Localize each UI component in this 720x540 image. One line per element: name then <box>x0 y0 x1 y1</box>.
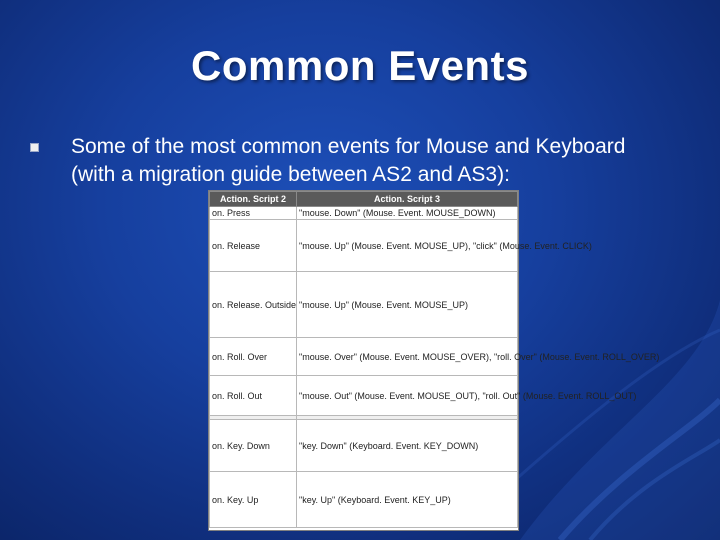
events-table <box>209 191 660 528</box>
cell-as3: "mouse. Up" (Mouse. Event. MOUSE_UP), "click" (Mouse. Event. CLICK) <box>297 220 518 272</box>
cell-as3: "mouse. Over" (Mouse. Event. MOUSE_OVER), "roll. Over" (Mouse. Event. ROLL_OVER) <box>297 338 518 376</box>
table-row <box>210 376 518 416</box>
cell-as2: on. Key. Up <box>210 472 297 528</box>
table-row <box>210 220 518 272</box>
bullet-text-line-1: Some of the most common events for Mouse and Keyboard <box>71 135 626 158</box>
bullet-text-line-2: (with a migration guide between AS2 and AS3): <box>71 163 510 186</box>
cell-as2: on. Key. Down <box>210 420 297 472</box>
table-row <box>210 420 518 472</box>
table-header-row <box>210 192 518 207</box>
table-row <box>210 207 518 220</box>
cell-as2: on. Release. Outside <box>210 272 297 338</box>
bullet-text <box>71 133 711 189</box>
table-row <box>210 472 518 528</box>
cell-as2: on. Release <box>210 220 297 272</box>
cell-as3: "mouse. Up" (Mouse. Event. MOUSE_UP) <box>297 272 518 338</box>
header-as3: Action. Script 3 <box>297 192 518 207</box>
header-as2: Action. Script 2 <box>210 192 297 207</box>
cell-as2: on. Roll. Over <box>210 338 297 376</box>
cell-as3: "mouse. Out" (Mouse. Event. MOUSE_OUT), "roll. Out" (Mouse. Event. ROLL_OUT) <box>297 376 518 416</box>
slide-title: Common Events <box>191 42 529 89</box>
cell-as3: "key. Down" (Keyboard. Event. KEY_DOWN) <box>297 420 518 472</box>
cell-as2: on. Press <box>210 207 297 220</box>
bullet-square-icon <box>30 143 39 152</box>
table-row <box>210 338 518 376</box>
table-row <box>210 272 518 338</box>
cell-as3: "mouse. Down" (Mouse. Event. MOUSE_DOWN) <box>297 207 518 220</box>
cell-as2: on. Roll. Out <box>210 376 297 416</box>
cell-as3: "key. Up" (Keyboard. Event. KEY_UP) <box>297 472 518 528</box>
events-migration-table <box>208 190 660 531</box>
